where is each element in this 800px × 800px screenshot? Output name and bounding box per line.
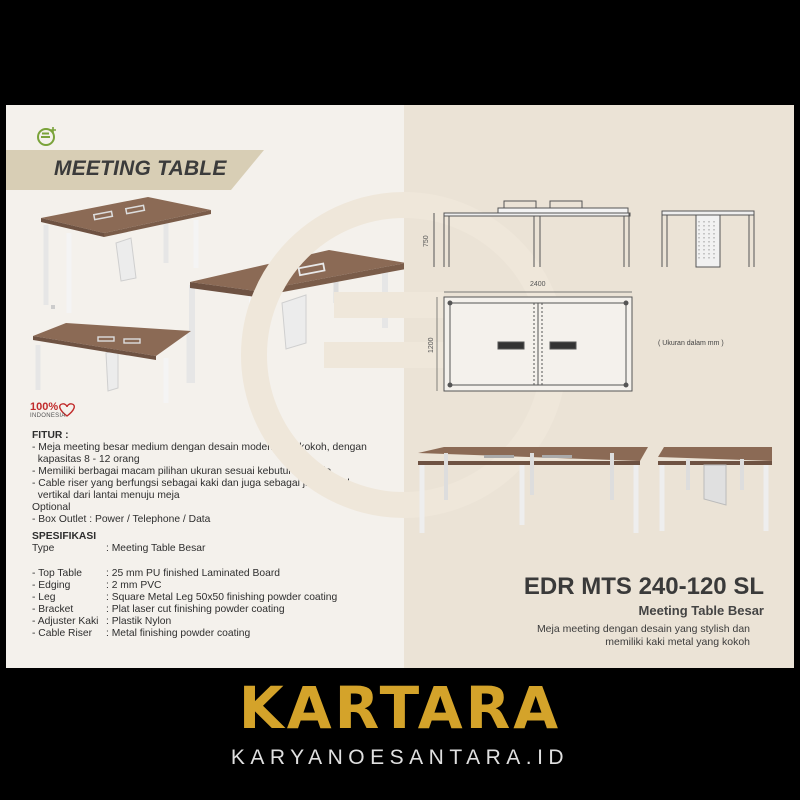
technical-drawing xyxy=(404,105,794,405)
product-name: Meeting Table Besar xyxy=(638,603,764,618)
front-elevation xyxy=(434,201,630,267)
spec-value: : Square Metal Leg 50x50 finishing powder coating xyxy=(106,592,338,603)
spec-label: Type xyxy=(32,543,55,554)
feature-line: vertikal dari lantai menuju meja xyxy=(32,490,180,501)
width-dimension-label: 2400 xyxy=(530,281,546,288)
specs-heading: SPESIFIKASI xyxy=(32,531,97,542)
spec-label: - Edging xyxy=(32,580,71,591)
spec-value: : Metal finishing powder coating xyxy=(106,628,251,639)
description-line: memiliki kaki metal yang kokoh xyxy=(605,636,750,648)
product-description xyxy=(450,623,750,649)
table-render-small-bottom xyxy=(33,323,191,403)
spec-label: - Cable Riser xyxy=(32,628,93,639)
feature-line: - Memiliki berbagai macam pilihan ukuran sesuai kebutuhan anda xyxy=(32,466,332,477)
right-panel xyxy=(404,105,794,668)
spec-value: : 2 mm PVC xyxy=(106,580,162,591)
depth-dimension-label: 1200 xyxy=(428,337,435,353)
spec-value: : Plastik Nylon xyxy=(106,616,172,627)
spec-label: - Leg xyxy=(32,592,56,603)
table-render-front xyxy=(418,447,648,533)
feature-line: - Meja meeting besar medium dengan desain modern dan kokoh, dengan xyxy=(32,442,367,453)
product-code: EDR MTS 240-120 SL xyxy=(523,573,764,600)
brand-url: KARYANOESANTARA.ID xyxy=(230,746,570,769)
spec-label: - Top Table xyxy=(32,568,82,579)
spec-label: - Adjuster Kaki xyxy=(32,616,99,627)
feature-line: kapasitas 8 - 12 orang xyxy=(32,454,140,465)
badge-country: INDONESIA xyxy=(30,413,66,419)
badge-percent: 100% xyxy=(30,401,59,413)
side-elevation xyxy=(662,211,754,267)
spec-label: - Bracket xyxy=(32,604,74,615)
feature-line: Optional xyxy=(32,502,71,513)
top-plan xyxy=(444,297,632,391)
brand-name: KARTARA xyxy=(238,674,562,742)
table-render-side xyxy=(658,447,772,531)
features-heading: FITUR : xyxy=(32,430,69,441)
spec-value: : Meeting Table Besar xyxy=(106,543,206,554)
spec-value: : Plat laser cut finishing powder coating xyxy=(106,604,285,615)
table-render-small-top xyxy=(41,197,211,313)
height-dimension-label: 750 xyxy=(423,235,430,247)
page-title: MEETING TABLE xyxy=(54,157,227,180)
product-side-renders xyxy=(404,435,794,535)
spec-value: : 25 mm PU finished Laminated Board xyxy=(106,568,280,579)
feature-line: - Box Outlet : Power / Telephone / Data xyxy=(32,514,211,525)
units-note: ( Ukuran dalam mm ) xyxy=(658,340,724,347)
made-in-indonesia-badge xyxy=(30,401,78,425)
description-line: Meja meeting dengan desain yang stylish dan xyxy=(536,623,750,635)
brochure-sheet xyxy=(6,105,794,668)
brand-logo-icon xyxy=(36,125,58,147)
feature-line: - Cable riser yang berfungsi sebagai kaki dan juga sebagai jalur kabel xyxy=(32,478,350,489)
